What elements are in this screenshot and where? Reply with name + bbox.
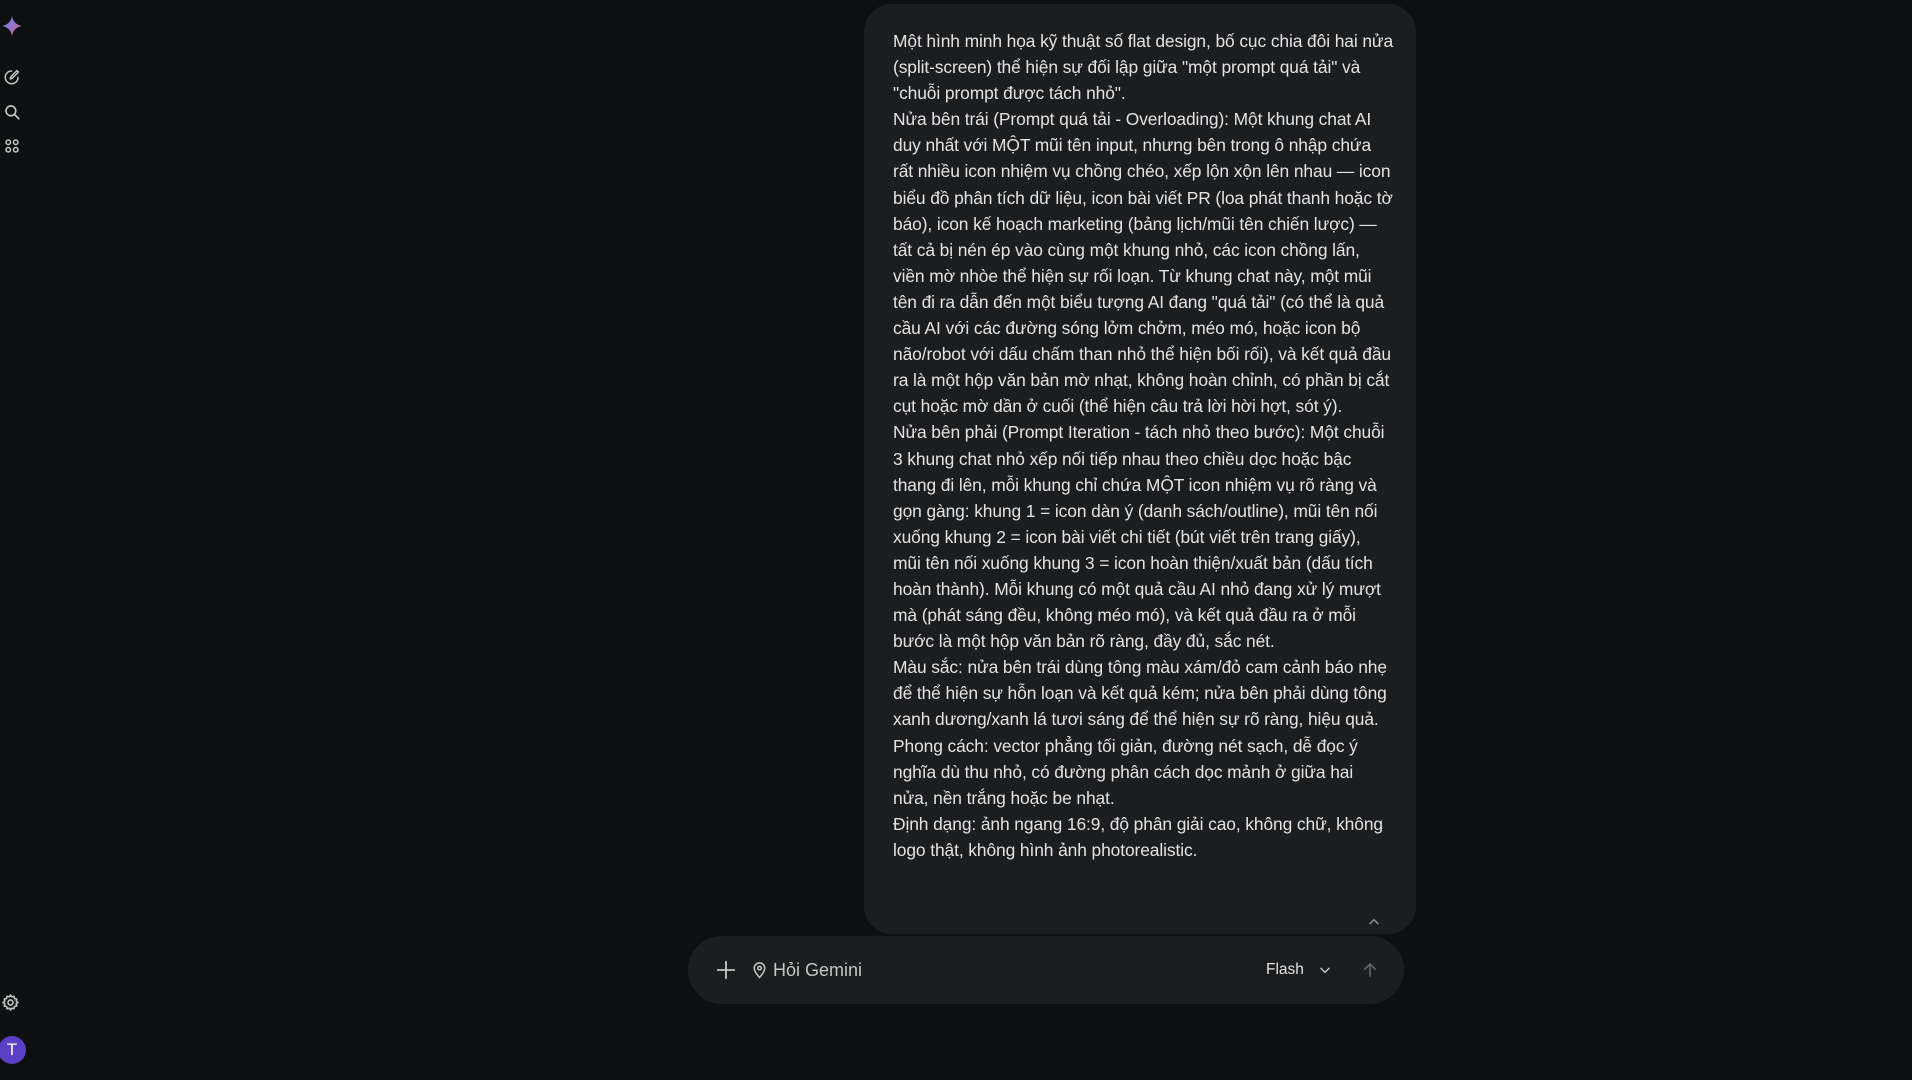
avatar-initial: T [6,1040,18,1059]
message-paragraph: Màu sắc: nửa bên trái dùng tông màu xám/đỏ cam cảnh báo nhẹ để thể hiện sự hỗn loạn và kết quả kém; nửa bên phải dùng tông xanh dương/xanh lá tươi sáng để thể hiện sự rõ ràng, hiệu quả. [893,657,1387,730]
message-paragraph: Nửa bên phải (Prompt Iteration - tách nhỏ theo bước): Một chuỗi 3 khung chat nhỏ xếp nối tiếp nhau theo chiều dọc hoặc bậc thang đi lên, mỗi khung chỉ chứa MỘT icon nhiệm vụ rõ ràng và gọn gàng: khung 1 = icon dàn ý (danh sách/outline), mũi tên nối xuống khung 2 = icon bài viết chi tiết (bút viết trên trang giấy), mũi tên nối xuống khung 3 = icon hoàn thiện/xuất bản (dấu tích hoàn thành). Mỗi khung có một quả cầu AI nhỏ đang xử lý mượt mà (phát sáng đều, không méo mó), và kết quả đầu ra ở mỗi bước là một hộp văn bản rõ ràng, đầy đủ, sắc nét. [893,422,1385,652]
avatar[interactable] [0,1036,26,1064]
side-rail [0,0,28,1080]
prompt-input-bar [688,936,1404,1004]
send-button[interactable] [1358,958,1382,982]
chevron-down-icon [1318,963,1332,977]
model-label: Flash [1266,961,1304,978]
message-paragraph: Một hình minh họa kỹ thuật số flat design, bố cục chia đôi hai nửa (split-screen) thể hiện sự đối lập giữa "một prompt quá tải" và "chuỗi prompt được tách nhỏ". [893,31,1394,104]
message-paragraph: Phong cách: vector phẳng tối giản, đường nét sạch, dễ đọc ý nghĩa dù thu nhỏ, có đường phân cách dọc mảnh ở giữa hai nửa, nền trắng hoặc be nhạt. [893,735,1358,808]
text-fade-overlay [864,884,1416,934]
user-message-bubble [864,4,1416,934]
location-pin-icon [750,960,768,980]
new-chat-icon[interactable] [0,65,24,89]
gear-icon[interactable] [0,990,22,1014]
plus-icon [715,959,737,981]
collapse-message-button[interactable] [1364,912,1384,932]
arrow-up-icon [1361,961,1379,979]
message-text [893,28,1393,863]
message-paragraph: Nửa bên trái (Prompt quá tải - Overloading): Một khung chat AI duy nhất với MỘT mũi tên input, nhưng bên trong ô nhập chứa rất nhiều icon nhiệm vụ chồng chéo, xếp lộn xộn lên nhau — icon biểu đồ phân tích dữ liệu, icon bài viết PR (loa phát thanh hoặc tờ báo), icon kế hoạch marketing (bảng lịch/mũi tên chiến lược) — tất cả bị nén ép vào cùng một khung nhỏ, các icon chồng lấn, viền mờ nhòe thể hiện sự rối loạn. Từ khung chat này, một mũi tên đi ra dẫn đến một biểu tượng AI đang "quá tải" (có thể là quả cầu AI với các đường sóng lởm chởm, méo mó, hoặc icon bộ não/robot với dấu chấm than nhỏ thể hiện bối rối), và kết quả đầu ra là một hộp văn bản mờ nhạt, không hoàn chỉnh, có phần bị cắt cụt hoặc mờ dần ở cuối (thể hiện câu trả lời hời hợt, sót ý). [893,109,1393,417]
model-selector[interactable] [1266,956,1332,984]
apps-grid-icon[interactable] [0,134,24,158]
prompt-input[interactable] [773,956,1173,984]
search-icon[interactable] [0,100,24,124]
gemini-spark-icon[interactable] [0,14,24,38]
chevron-up-icon [1367,915,1381,929]
message-paragraph: Định dạng: ảnh ngang 16:9, độ phân giải cao, không chữ, không logo thật, không hình ảnh photorealistic. [893,813,1383,860]
add-attachment-button[interactable] [712,956,740,984]
